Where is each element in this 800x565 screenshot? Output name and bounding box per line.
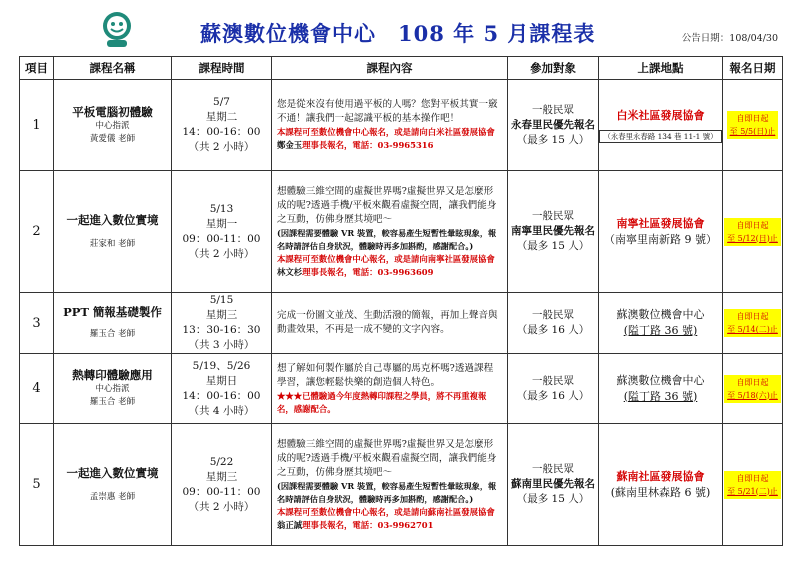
course-description: 想了解如何製作屬於自己專屬的馬克杯嗎?透過課程學習，讓您輕鬆快樂的創造個人特色。 (277, 362, 494, 388)
course-date: 5/19、5/26 (192, 359, 251, 372)
venue-address: （永春里永春路 134 巷 11-1 號） (599, 130, 721, 143)
table-row (20, 171, 783, 293)
venue-cell (599, 424, 723, 546)
col-header-venue: 上課地點 (599, 57, 723, 80)
registration-end: 至 5/12(日)止 (727, 233, 778, 243)
table-row (20, 293, 783, 354)
course-note: 中心指派 (95, 120, 130, 131)
venue-address: (蘇南里林森路 6 號) (610, 485, 711, 499)
course-hours-range: 14：00-16：00 (182, 126, 261, 138)
page-title: 蘇澳數位機會中心 108 年 5 月課程表 (200, 21, 596, 46)
registration-start: 自即日起 (736, 220, 769, 230)
course-weekday: 星期日 (205, 374, 238, 387)
course-description: 想體驗三維空間的虛擬世界嗎?虛擬世界又是怎麼形成的呢?透過手機/平板來觀看虛擬空間，讓我們能身之互動，仿佛身歷其境吧～ (277, 438, 497, 478)
table-row (20, 80, 783, 171)
course-name: 一起進入數位實境 (66, 465, 159, 480)
registration-start: 自即日起 (736, 473, 769, 483)
course-hours-range: 09：00-11：00 (182, 232, 261, 245)
target-priority: 蘇南里民優先報名 (511, 478, 595, 490)
venue-cell (599, 171, 723, 293)
course-teacher: 羅玉合 老師 (89, 329, 136, 339)
course-hours-range: 14：00-16：00 (182, 389, 261, 402)
col-header-course-name: 課程名稱 (54, 57, 172, 80)
venue-name: 白米社區發展協會 (616, 108, 705, 122)
course-date: 5/7 (213, 96, 230, 108)
course-time-cell (172, 293, 272, 354)
venue-cell (599, 293, 723, 354)
course-name: PPT 簡報基礎製作 (63, 305, 162, 319)
target-capacity: （最多 15 人） (516, 240, 590, 252)
registration-badge (727, 111, 779, 139)
course-time-cell (172, 354, 272, 424)
venue-address: (隘丁路 36 號) (623, 324, 698, 337)
target-capacity: （最多 16 人） (516, 389, 590, 402)
course-name: 平板電腦初體驗 (72, 104, 153, 119)
course-time-cell (172, 424, 272, 546)
registration-note: 本課程可至數位機會中心報名，或是請向白米社區發展協會鄭金玉理事長報名，電話：03-9965316 (277, 127, 495, 150)
target-capacity: （最多 15 人） (516, 493, 590, 505)
course-time-cell (172, 171, 272, 293)
course-weekday: 星期三 (205, 309, 238, 321)
venue-cell (599, 80, 723, 171)
course-name: 一起進入數位實境 (66, 212, 159, 227)
course-name-cell (54, 80, 172, 171)
target-priority: 永春里民優先報名 (511, 118, 595, 131)
course-content-cell (272, 293, 508, 354)
registration-end: 至 5/14(二)止 (727, 325, 778, 334)
row-number: 4 (20, 354, 54, 424)
target-priority: 南寧里民優先報名 (511, 225, 595, 237)
mascot-logo-icon (98, 10, 136, 48)
row-number: 5 (20, 424, 54, 546)
registration-end: 至 5/18(六)止 (727, 390, 778, 400)
venue-address: (隘丁路 36 號) (623, 389, 698, 403)
target-cell (508, 171, 599, 293)
registration-end: 至 5/5(日)止 (729, 127, 776, 136)
venue-cell (599, 354, 723, 424)
course-date: 5/15 (209, 294, 234, 306)
course-teacher: 莊家和 老師 (89, 238, 136, 249)
course-name-cell (54, 424, 172, 546)
target-general: 一般民眾 (532, 374, 574, 387)
course-total-hours: （共 3 小時） (188, 339, 255, 351)
target-capacity: （最多 16 人） (516, 324, 590, 336)
registration-start: 自即日起 (736, 114, 769, 123)
target-general: 一般民眾 (532, 309, 574, 321)
registration-start: 自即日起 (736, 312, 769, 321)
col-header-course-time: 課程時間 (172, 57, 272, 80)
vr-warning: (因課程需要體驗 VR 裝置，較容易產生短暫性暈眩現象，報名時請評估自身狀況，體驗時再多加斟酌，感謝配合。) (277, 480, 497, 504)
course-teacher: 黃愛儀 老師 (89, 133, 136, 144)
course-date: 5/13 (209, 202, 234, 215)
target-cell (508, 80, 599, 171)
target-cell (508, 293, 599, 354)
registration-start: 自即日起 (736, 377, 769, 387)
repeat-warning: ★★★已體驗過今年度熱轉印課程之學員，將不再重複報名，感謝配合。 (277, 390, 487, 414)
course-name-cell (54, 293, 172, 354)
col-header-target: 參加對象 (508, 57, 599, 80)
course-time-cell (172, 80, 272, 171)
registration-end: 至 5/21(二)止 (727, 486, 778, 496)
target-general: 一般民眾 (532, 210, 574, 222)
registration-cell (723, 171, 783, 293)
venue-name: 蘇澳數位機會中心 (616, 308, 705, 321)
course-weekday: 星期一 (205, 217, 238, 230)
target-general: 一般民眾 (532, 463, 574, 475)
target-cell (508, 424, 599, 546)
course-content-cell (272, 424, 508, 546)
course-description: 想體驗三維空間的虛擬世界嗎?虛擬世界又是怎麼形成的呢?透過手機/平板來觀看虛擬空間，讓我們能身之互動，仿佛身歷其境吧～ (277, 185, 497, 225)
course-name: 熱轉印體驗應用 (72, 368, 153, 382)
venue-name: 蘇南社區發展協會 (616, 469, 705, 483)
registration-cell (723, 293, 783, 354)
course-weekday: 星期二 (205, 111, 238, 123)
course-date: 5/22 (209, 455, 234, 468)
registration-badge (724, 309, 781, 337)
row-number: 2 (20, 171, 54, 293)
col-header-course-content: 課程內容 (272, 57, 508, 80)
course-total-hours: （共 2 小時） (188, 141, 255, 153)
course-hours-range: 09：00-11：00 (182, 485, 261, 498)
col-header-item: 項目 (20, 57, 54, 80)
course-note: 中心指派 (95, 384, 130, 394)
vr-warning: (因課程需要體驗 VR 裝置，較容易產生短暫性暈眩現象，報名時請評估自身狀況，體驗時再多加斟酌，感謝配合。) (277, 227, 497, 251)
course-schedule-table (19, 56, 783, 546)
venue-name: 南寧社區發展協會 (616, 216, 705, 230)
registration-badge (724, 218, 781, 246)
target-cell (508, 354, 599, 424)
registration-badge (724, 471, 781, 499)
course-content-cell (272, 171, 508, 293)
page-header (0, 0, 800, 55)
table-header-row (20, 57, 783, 80)
course-teacher: 孟崇惠 老師 (89, 491, 136, 502)
row-number: 3 (20, 293, 54, 354)
registration-note: 本課程可至數位機會中心報名，或是請向南寧社區發展協會林文杉理事長報名，電話：03-9963609 (277, 253, 495, 277)
row-number: 1 (20, 80, 54, 171)
table-row (20, 424, 783, 546)
table-row (20, 354, 783, 424)
course-description: 您是從來沒有使用過平板的人嗎？您對平板其實一竅不通！讓我們一起認識平板的基本操作吧！ (277, 99, 498, 124)
venue-name: 蘇澳數位機會中心 (616, 373, 705, 387)
announce-date: 公告日期：108/04/30 (681, 33, 778, 44)
course-total-hours: （共 4 小時） (188, 404, 255, 417)
course-total-hours: （共 2 小時） (188, 247, 255, 260)
course-weekday: 星期三 (205, 470, 238, 483)
col-header-registration: 報名日期 (723, 57, 783, 80)
target-capacity: （最多 15 人） (516, 133, 590, 146)
target-general: 一般民眾 (532, 103, 574, 116)
course-content-cell (272, 354, 508, 424)
course-total-hours: （共 2 小時） (188, 500, 255, 513)
course-teacher: 羅玉合 老師 (89, 397, 136, 407)
course-content-cell (272, 80, 508, 171)
registration-cell (723, 424, 783, 546)
course-hours-range: 13：30-16：30 (182, 324, 261, 336)
course-description: 完成一份圖文並茂、生動活潑的簡報，再加上聲音與動畫效果，不再是一成不變的文字內容。 (277, 310, 498, 335)
course-name-cell (54, 171, 172, 293)
registration-note: 本課程可至數位機會中心報名，或是請向蘇南社區發展協會翁正誠理事長報名，電話：03-9962701 (277, 506, 495, 530)
course-name-cell (54, 354, 172, 424)
registration-cell (723, 80, 783, 171)
registration-cell (723, 354, 783, 424)
registration-badge (724, 375, 781, 403)
venue-address: （南寧里南新路 9 號） (604, 232, 717, 246)
